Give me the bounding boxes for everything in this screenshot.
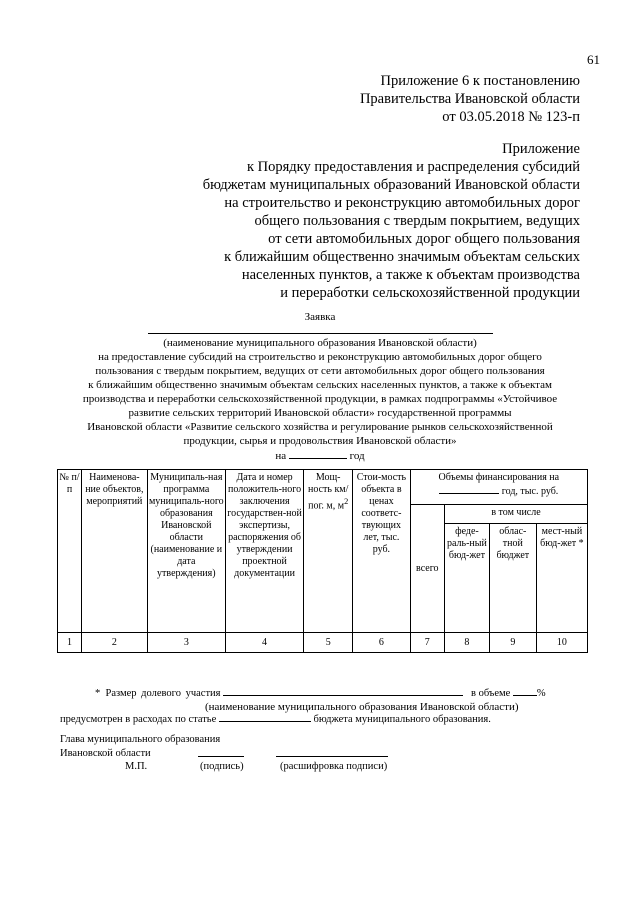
signature-block <box>60 733 220 761</box>
appendix-block <box>203 140 580 302</box>
appendix-line: населенных пунктов, а также к объектам производства <box>241 267 580 283</box>
signature-title-line-1: Глава муниципального образования <box>60 734 221 745</box>
footnote-line2-suffix: бюджета муниципального образования. <box>313 714 491 725</box>
table-cell: 5 <box>304 633 353 653</box>
table-cell: 3 <box>147 633 225 653</box>
financing-table <box>57 469 588 653</box>
year-line <box>0 448 640 463</box>
header-federal: феде-раль-ный бюд-жет <box>445 524 490 633</box>
header-total: всего <box>410 505 444 633</box>
footnote-star: * <box>95 688 101 699</box>
header-financing: Объемы финансирования на год, тыс. руб. <box>410 470 587 505</box>
table-cell: 4 <box>225 633 303 653</box>
signature-caption: (подпись) <box>200 761 244 772</box>
appendix-line: к Порядку предоставления и распределения субсидий <box>246 159 580 175</box>
table-cell: 8 <box>445 633 490 653</box>
form-body-line: производства и переработки сельскохозяйственной продукции, в рамках подпрограммы «Устойчивое <box>82 393 558 405</box>
header-cost: Стои-мость объекта в ценах соответс-твующих лет, тыс. руб. <box>353 470 410 633</box>
footnote-text-2: в объеме <box>470 688 511 699</box>
footnote-line-2 <box>60 712 491 727</box>
page-number: 61 <box>587 52 600 67</box>
appendix-line: к ближайшим общественно значимым объектам сельских <box>224 249 580 265</box>
footnote-line-1 <box>95 686 546 701</box>
form-body-line: Ивановской области «Развитие сельского хозяйства и регулирование рынков сельскохозяйственной <box>87 421 553 433</box>
footnote-caption: (наименование муниципального образования Ивановской области) <box>205 701 519 713</box>
form-body-line: пользования с твердым покрытием, ведущих от сети автомобильных дорог общего пользования <box>95 365 545 377</box>
stamp-label: М.П. <box>125 761 148 772</box>
header-num: № п/п <box>58 470 82 633</box>
footnote-percent: % <box>536 688 546 699</box>
footnote-line2-prefix: предусмотрен в расходах по статье <box>60 714 217 725</box>
header-expertise: Дата и номер положитель-ного заключения государствен-ной экспертизы, распоряжения об утверждении проектной документации <box>225 470 303 633</box>
appendix-line: от сети автомобильных дорог общего пользования <box>268 231 580 247</box>
municipality-name-line[interactable] <box>148 333 493 334</box>
form-body <box>0 350 640 463</box>
percent-field[interactable] <box>513 686 537 696</box>
form-title: Заявка <box>304 311 336 323</box>
signature-title-line-2: Ивановской области <box>60 748 151 759</box>
header-program: Муниципаль-ная программа муниципаль-ного образования Ивановской области (наименование и дата утверждения) <box>147 470 225 633</box>
form-body-line: развитие сельских территорий Ивановской области» государственной программы <box>128 407 512 419</box>
table-row <box>58 633 588 653</box>
header-local: мест-ный бюд-жет * <box>536 524 587 633</box>
header-regional: облас-тной бюджет <box>489 524 536 633</box>
form-body-line: на предоставление субсидий на строительство и реконструкцию автомобильных дорог общего <box>98 351 542 363</box>
header-including: в том числе <box>445 505 588 524</box>
appendix-line: на строительство и реконструкцию автомобильных дорог <box>224 195 580 211</box>
municipality-name-caption: (наименование муниципального образования Ивановской области) <box>163 337 477 349</box>
signature-decode-field[interactable] <box>276 756 388 757</box>
document-header <box>360 72 580 126</box>
participation-field[interactable] <box>223 686 463 696</box>
table-cell: 2 <box>81 633 147 653</box>
year-suffix: год <box>349 450 365 462</box>
appendix-line: Приложение <box>502 141 580 157</box>
signature-field[interactable] <box>198 756 244 757</box>
header-objects: Наименова-ние объектов, мероприятий <box>81 470 147 633</box>
table-cell: 10 <box>536 633 587 653</box>
form-body-line: к ближайшим общественно значимым объектам сельских населенных пунктов, а также к объектам <box>88 379 552 391</box>
signature-decode-caption: (расшифровка подписи) <box>280 761 388 772</box>
header-line-3: от 03.05.2018 № 123-п <box>442 109 580 125</box>
table-cell: 7 <box>410 633 444 653</box>
financing-year-field[interactable] <box>439 484 499 494</box>
year-field[interactable] <box>289 448 347 459</box>
appendix-line: и переработки сельскохозяйственной продукции <box>280 285 580 301</box>
header-line-1: Приложение 6 к постановлению <box>380 73 580 89</box>
table-cell: 1 <box>58 633 82 653</box>
header-line-2: Правительства Ивановской области <box>359 91 580 107</box>
year-prefix: на <box>275 450 287 462</box>
table-cell: 6 <box>353 633 410 653</box>
footnote-text-1: Размер долевого участия <box>105 688 221 699</box>
article-field[interactable] <box>219 712 311 722</box>
appendix-line: бюджетам муниципальных образований Ивановской области <box>202 177 580 193</box>
form-body-line: продукции, сырья и продовольствия Ивановской области» <box>183 435 457 447</box>
table-cell: 9 <box>489 633 536 653</box>
header-capacity: Мощ-ность км/пог. м, $м^2$ <box>304 470 353 633</box>
appendix-line: общего пользования с твердым покрытием, ведущих <box>254 213 580 229</box>
